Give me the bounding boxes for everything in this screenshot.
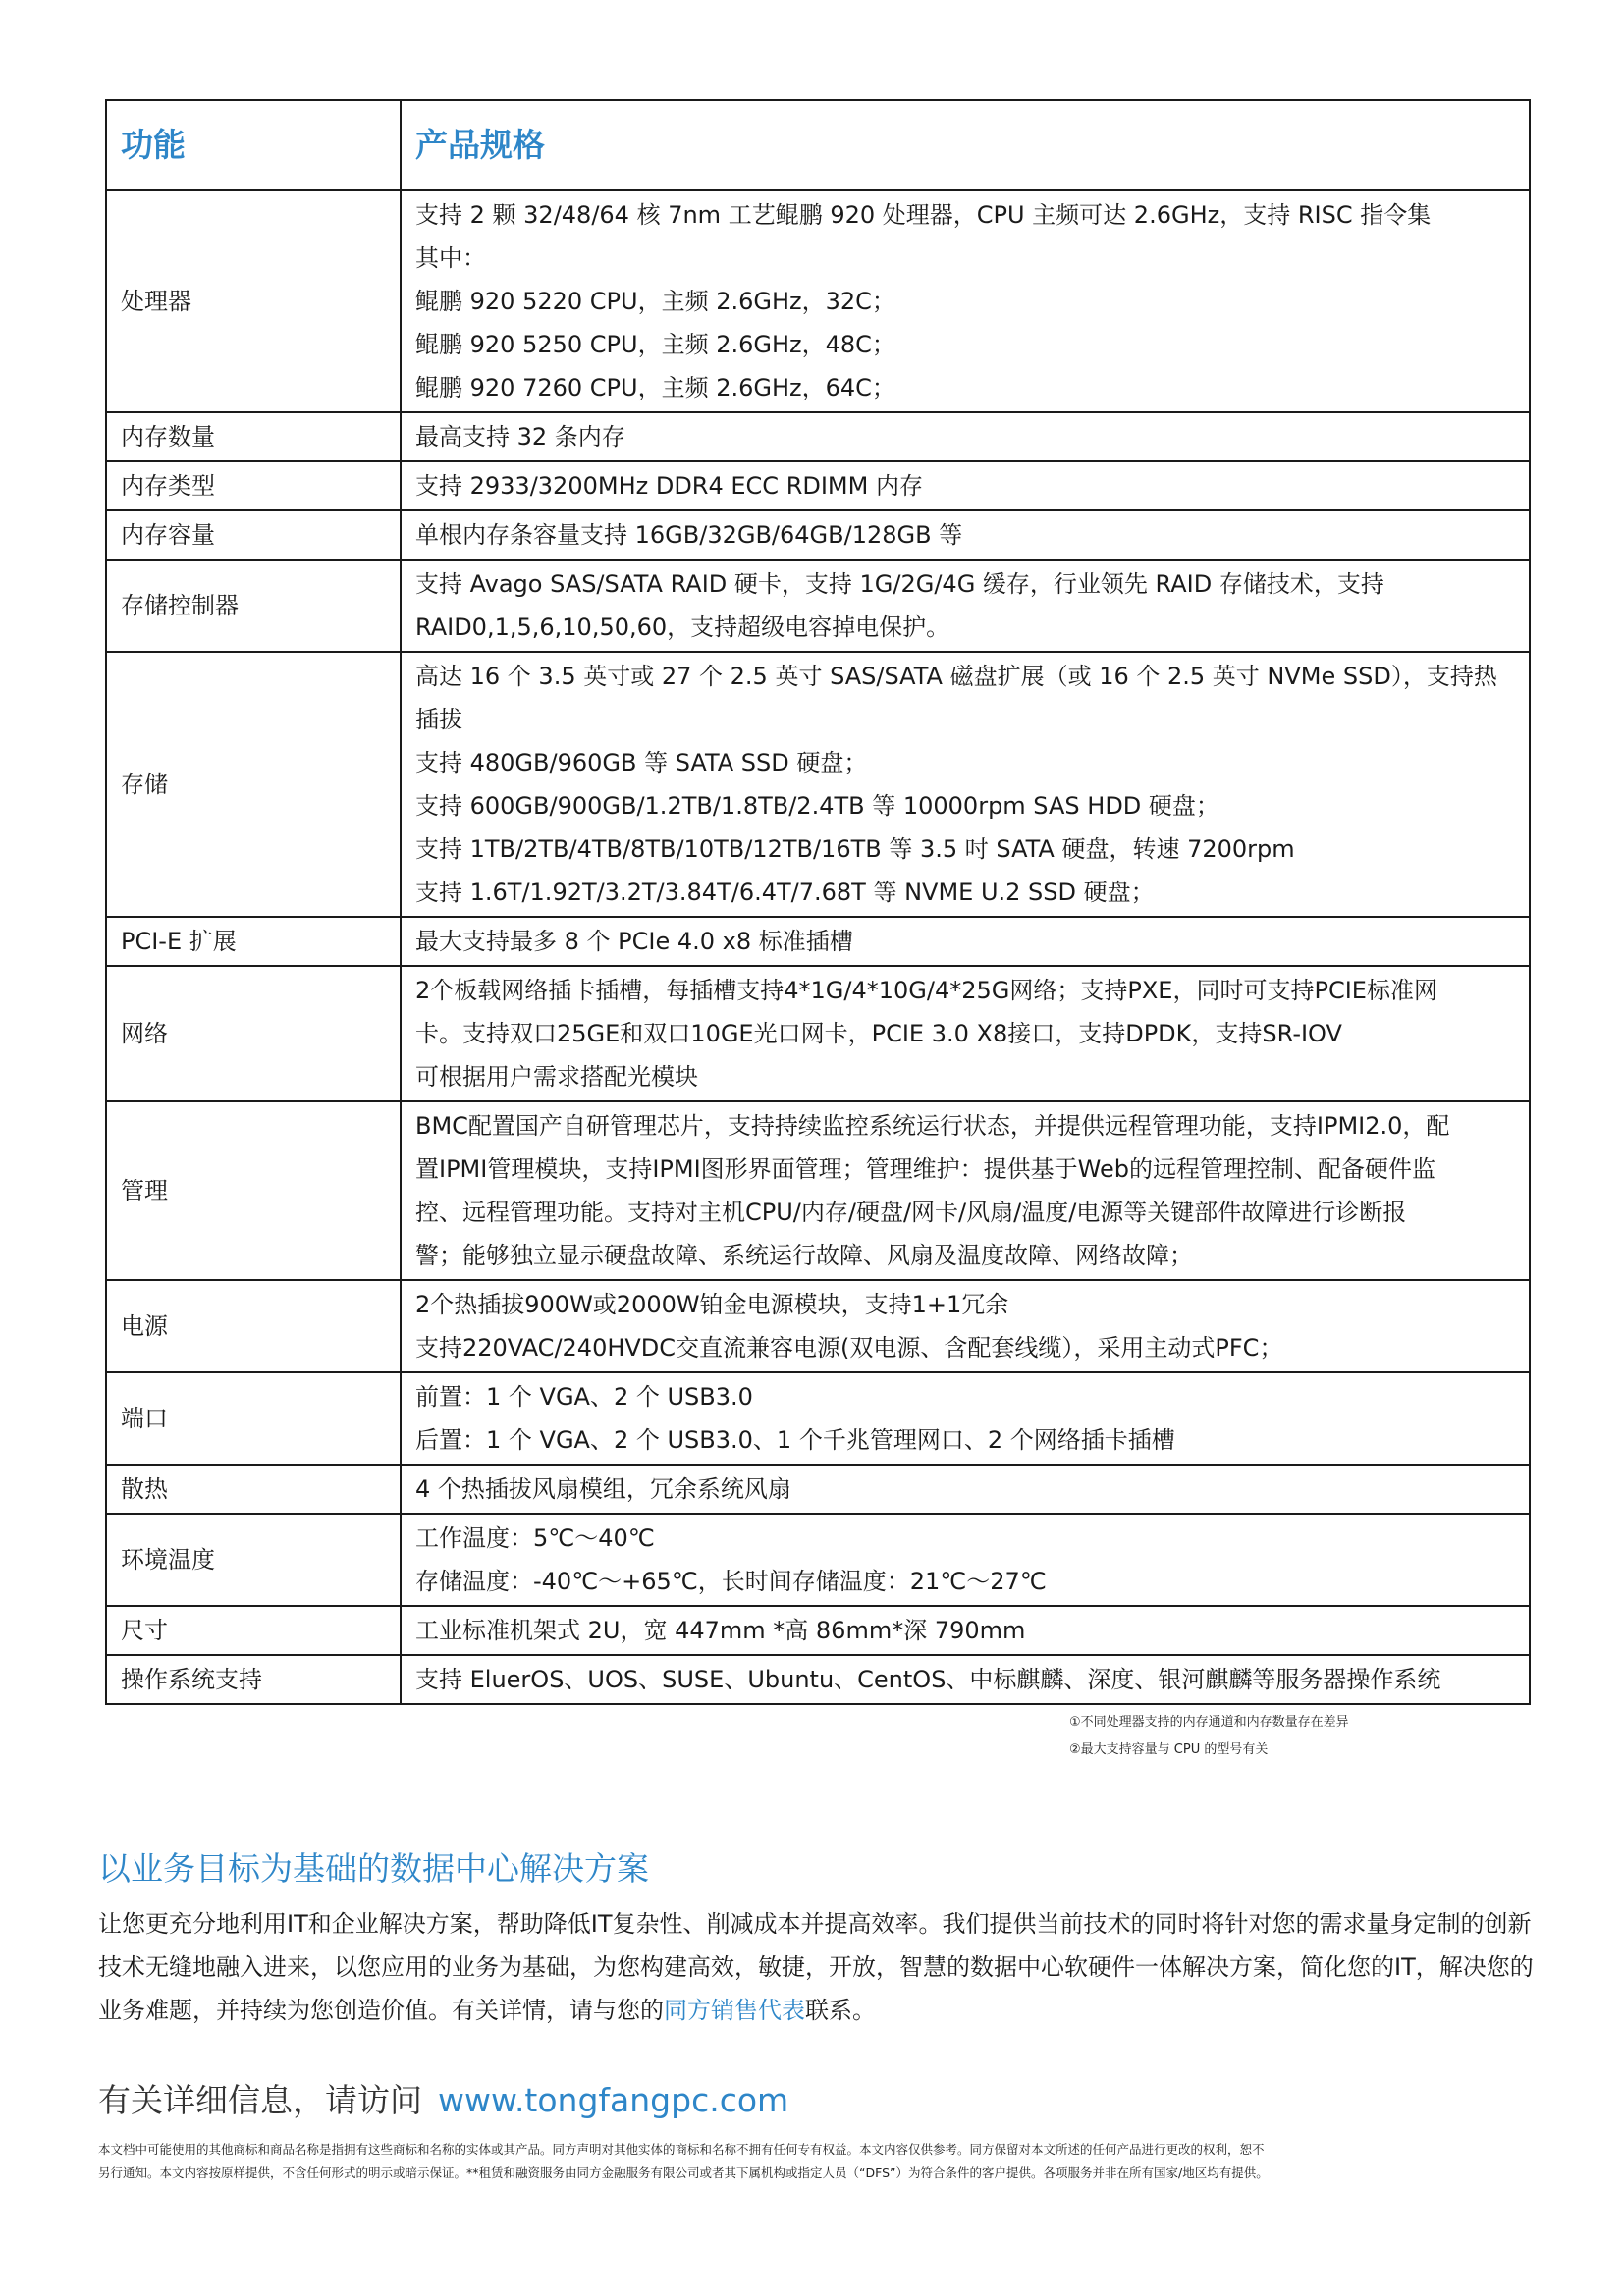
table-row: [106, 1465, 1530, 1514]
table-row: [106, 1101, 1530, 1280]
feature-cell: 存储: [106, 652, 401, 917]
spec-line: 控、远程管理功能。支持对主机CPU/内存/硬盘/网卡/风扇/温度/电源等关键部件故障进行诊断报: [415, 1199, 1407, 1226]
spec-cell: [401, 1655, 1530, 1704]
footnote: ②最大支持容量与 CPU 的型号有关: [1069, 1742, 1269, 1757]
spec-line: 支持 Avago SAS/SATA RAID 硬卡，支持 1G/2G/4G 缓存，行业领先 RAID 存储技术，支持: [415, 570, 1384, 598]
table-row: [106, 652, 1530, 917]
disclaimer-line: 本文档中可能使用的其他商标和商品名称是指拥有这些商标和名称的实体或其产品。同方声明对其他实体的商标和名称不拥有任何专有权益。本文内容仅供参考。同方保留对本文所述的任何产品进行更改的权利，恕不: [98, 2142, 1265, 2157]
spec-table-body: [106, 190, 1530, 1704]
spec-table: [105, 99, 1531, 1705]
spec-cell: [401, 461, 1530, 510]
section-body: [98, 1902, 1542, 2032]
table-row: [106, 1372, 1530, 1465]
table-row: [106, 412, 1530, 461]
table-row: [106, 1514, 1530, 1606]
spec-line: 支持 2933/3200MHz DDR4 ECC RDIMM 内存: [415, 472, 923, 500]
spec-line: 可根据用户需求搭配光模块: [415, 1063, 698, 1091]
spec-cell: [401, 966, 1530, 1101]
table-row: [106, 190, 1530, 412]
feature-cell: 散热: [106, 1465, 401, 1514]
spec-line: 其中：: [415, 244, 486, 272]
table-header-row: [106, 100, 1530, 190]
feature-cell: 存储控制器: [106, 560, 401, 652]
feature-cell: PCI-E 扩展: [106, 917, 401, 966]
spec-line: 工业标准机架式 2U，宽 447mm *高 86mm*深 790mm: [415, 1617, 1026, 1644]
spec-line: 支持 2 颗 32/48/64 核 7nm 工艺鲲鹏 920 处理器，CPU 主频可达 2.6GHz，支持 RISC 指令集: [415, 201, 1432, 229]
spec-cell: [401, 412, 1530, 461]
spec-line: 置IPMI管理模块，支持IPMI图形界面管理；管理维护：提供基于Web的远程管理控制、配备硬件监: [415, 1155, 1435, 1183]
feature-cell: 尺寸: [106, 1606, 401, 1655]
table-row: [106, 966, 1530, 1101]
spec-line: 后置：1 个 VGA、2 个 USB3.0、1 个千兆管理网口、2 个网络插卡插槽: [415, 1426, 1175, 1454]
visit-line: [98, 2075, 788, 2121]
spec-line: 支持 480GB/960GB 等 SATA SSD 硬盘；: [415, 749, 868, 776]
table-row: [106, 461, 1530, 510]
feature-cell: 端口: [106, 1372, 401, 1465]
spec-cell: [401, 560, 1530, 652]
table-row: [106, 560, 1530, 652]
spec-line: 支持 EluerOS、UOS、SUSE、Ubuntu、CentOS、中标麒麟、深度、银河麒麟等服务器操作系统: [415, 1666, 1441, 1693]
feature-cell: 内存容量: [106, 510, 401, 560]
spec-line: 2个热插拔900W或2000W铂金电源模块，支持1+1冗余: [415, 1291, 1009, 1318]
feature-cell: 操作系统支持: [106, 1655, 401, 1704]
spec-line: 支持 1TB/2TB/4TB/8TB/10TB/12TB/16TB 等 3.5 吋 SATA 硬盘，转速 7200rpm: [415, 835, 1295, 863]
spec-cell: [401, 1606, 1530, 1655]
feature-cell: 处理器: [106, 190, 401, 412]
spec-line: 单根内存条容量支持 16GB/32GB/64GB/128GB 等: [415, 521, 963, 549]
feature-cell: 内存数量: [106, 412, 401, 461]
feature-cell: 内存类型: [106, 461, 401, 510]
spec-cell: [401, 1372, 1530, 1465]
visit-label: 有关详细信息，请访问: [98, 2081, 422, 2119]
table-row: [106, 1606, 1530, 1655]
table-row: [106, 917, 1530, 966]
spec-cell: [401, 1101, 1530, 1280]
feature-cell: 网络: [106, 966, 401, 1101]
spec-line: 警；能够独立显示硬盘故障、系统运行故障、风扇及温度故障、网络故障；: [415, 1242, 1193, 1269]
disclaimer: [98, 2138, 1542, 2185]
spec-line: 最高支持 32 条内存: [415, 423, 625, 451]
spec-cell: [401, 190, 1530, 412]
table-row: [106, 510, 1530, 560]
spec-line: BMC配置国产自研管理芯片，支持持续监控系统运行状态，并提供远程管理功能，支持IPMI2.0，配: [415, 1112, 1450, 1140]
spec-line: 高达 16 个 3.5 英寸或 27 个 2.5 英寸 SAS/SATA 磁盘扩展（或 16 个 2.5 英寸 NVMe SSD），支持热: [415, 663, 1497, 690]
spec-cell: [401, 917, 1530, 966]
spec-line: 支持 600GB/900GB/1.2TB/1.8TB/2.4TB 等 10000rpm SAS HDD 硬盘；: [415, 792, 1219, 820]
footnote: ①不同处理器支持的内存通道和内存数量存在差异: [1069, 1715, 1349, 1730]
feature-cell: 环境温度: [106, 1514, 401, 1606]
footnotes: [1069, 1709, 1349, 1764]
spec-line: 鲲鹏 920 5250 CPU，主频 2.6GHz，48C；: [415, 331, 895, 358]
spec-line: 最大支持最多 8 个 PCIe 4.0 x8 标准插槽: [415, 928, 853, 955]
section-title: 以业务目标为基础的数据中心解决方案: [98, 1849, 649, 1888]
spec-line: 插拔: [415, 706, 462, 733]
spec-line: 存储温度：-40℃～+65℃，长时间存储温度：21℃～27℃: [415, 1568, 1047, 1595]
spec-cell: [401, 1465, 1530, 1514]
section-body-text: 让您更充分地利用IT和企业解决方案，帮助降低IT复杂性、削减成本并提高效率。我们提供当前技术的同时将针对您的需求量身定制的创新技术无缝地融入进来，以您应用的业务为基础，为您构建高效，敏捷，开放，智慧的数据中心软硬件一体解决方案，简化您的IT，解决您的业务难题，并持续为您创造价值。有关详情，请与您的: [98, 1910, 1534, 2024]
spec-line: 2个板载网络插卡插槽，每插槽支持4*1G/4*10G/4*25G网络；支持PXE，同时可支持PCIE标准网: [415, 977, 1437, 1004]
spec-cell: [401, 510, 1530, 560]
spec-line: 鲲鹏 920 7260 CPU，主频 2.6GHz，64C；: [415, 374, 895, 401]
header-spec: 产品规格: [401, 100, 1530, 190]
sales-rep-link[interactable]: 同方销售代表: [664, 1997, 805, 2024]
table-row: [106, 1655, 1530, 1704]
spec-line: 支持220VAC/240HVDC交直流兼容电源(双电源、含配套线缆），采用主动式PFC；: [415, 1334, 1283, 1362]
header-feature: 功能: [106, 100, 401, 190]
spec-line: 4 个热插拔风扇模组，冗余系统风扇: [415, 1475, 791, 1503]
spec-line: 工作温度：5℃～40℃: [415, 1524, 655, 1552]
table-row: [106, 1280, 1530, 1372]
spec-cell: [401, 1514, 1530, 1606]
website-link[interactable]: www.tongfangpc.com: [438, 2081, 789, 2119]
spec-line: 支持 1.6T/1.92T/3.2T/3.84T/6.4T/7.68T 等 NVME U.2 SSD 硬盘；: [415, 879, 1155, 906]
spec-line: 鲲鹏 920 5220 CPU，主频 2.6GHz，32C；: [415, 288, 895, 315]
spec-cell: [401, 652, 1530, 917]
spec-line: 卡。支持双口25GE和双口10GE光口网卡，PCIE 3.0 X8接口，支持DPDK，支持SR-IOV: [415, 1020, 1342, 1047]
section-body-tail: 联系。: [805, 1997, 876, 2024]
spec-line: RAID0,1,5,6,10,50,60，支持超级电容掉电保护。: [415, 614, 950, 641]
feature-cell: 管理: [106, 1101, 401, 1280]
spec-line: 前置：1 个 VGA、2 个 USB3.0: [415, 1383, 753, 1411]
feature-cell: 电源: [106, 1280, 401, 1372]
spec-cell: [401, 1280, 1530, 1372]
disclaimer-line: 另行通知。本文内容按原样提供，不含任何形式的明示或暗示保证。**租赁和融资服务由同方金融服务有限公司或者其下属机构或指定人员（“DFS”）为符合条件的客户提供。各项服务并非在所有国家/地区均有提供。: [98, 2165, 1269, 2180]
